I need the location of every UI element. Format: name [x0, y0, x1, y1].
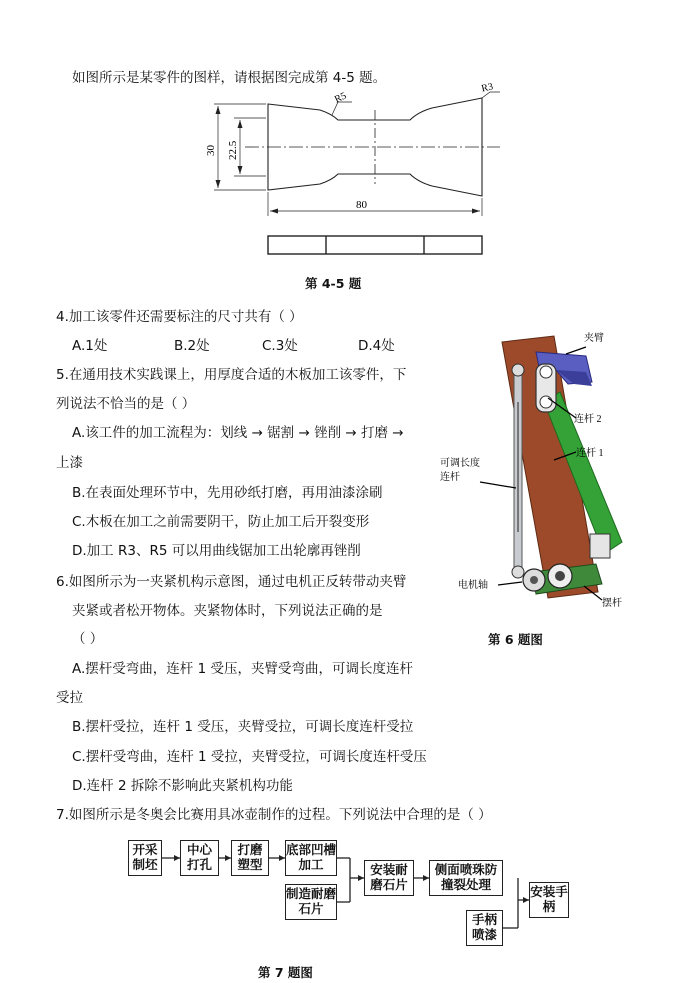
caption-7: 第 7 题图 — [258, 965, 313, 980]
flow-box-side-treatment: 侧面喷珠防撞裂处理 — [429, 860, 503, 896]
q6-stem-3: （ ） — [72, 631, 104, 647]
dim-80: 80 — [356, 199, 367, 211]
q5-option-b: B.在表面处理环节中，先用砂纸打磨，再用油漆涂刷 — [72, 485, 383, 501]
flow-box-polish-shape: 打磨塑型 — [231, 840, 269, 876]
q5-option-a-1: A.该工件的加工流程为：划线 → 锯割 → 锉削 → 打磨 → — [72, 425, 404, 441]
q4-stem: 4.加工该零件还需要标注的尺寸共有（ ） — [56, 309, 303, 325]
q4-option-d: D.4处 — [358, 338, 395, 354]
q6-stem-1: 6.如图所示为一夹紧机构示意图，通过电机正反转带动夹臂 — [56, 574, 407, 590]
dim-22-5: 22.5 — [227, 140, 239, 160]
q5-stem-2: 列说法不恰当的是（ ） — [56, 396, 196, 412]
label-motor-shaft: 电机轴 — [458, 580, 488, 591]
q7-stem: 7.如图所示是冬奥会比赛用具冰壶制作的过程。下列说法中合理的是（ ） — [56, 807, 492, 823]
q5-stem-1: 5.在通用技术实践课上，用厚度合适的木板加工该零件，下 — [56, 367, 407, 383]
caption-6: 第 6 题图 — [488, 632, 543, 647]
label-adjustable-1: 可调长度 — [440, 458, 480, 469]
caption-4-5: 第 4-5 题 — [305, 276, 362, 291]
q6-option-d: D.连杆 2 拆除不影响此夹紧机构功能 — [72, 778, 293, 794]
q4-option-b: B.2处 — [174, 338, 210, 354]
q5-option-a-2: 上漆 — [56, 455, 83, 471]
flow-box-install-stone: 安装耐磨石片 — [364, 860, 414, 896]
label-link-2: 连杆 2 — [574, 414, 602, 425]
q4-option-c: C.3处 — [262, 338, 298, 354]
flow-box-handle-paint: 手柄喷漆 — [466, 910, 503, 946]
dim-30: 30 — [205, 145, 217, 156]
q5-option-c: C.木板在加工之前需要阴干，防止加工后开裂变形 — [72, 514, 370, 530]
q6-option-a-2: 受拉 — [56, 690, 83, 706]
flow-box-install-handle: 安装手柄 — [529, 882, 569, 918]
flow-box-bottom-groove: 底部凹槽加工 — [285, 840, 337, 876]
q4-option-a: A.1处 — [72, 338, 108, 354]
r5-label: R5 — [332, 90, 349, 106]
label-link-1: 连杆 1 — [576, 448, 604, 459]
flow-box-center-hole: 中心打孔 — [180, 840, 219, 876]
flow-box-make-stone: 制造耐磨石片 — [285, 884, 337, 920]
q6-option-c: C.摆杆受弯曲，连杆 1 受拉，夹臂受拉，可调长度连杆受压 — [72, 749, 427, 765]
q6-stem-2: 夹紧或者松开物体。夹紧物体时，下列说法正确的是 — [72, 603, 383, 619]
r3-label: R3 — [480, 81, 495, 95]
intro-text: 如图所示是某零件的图样，请根据图完成第 4-5 题。 — [72, 70, 387, 86]
q6-option-b: B.摆杆受拉，连杆 1 受压，夹臂受拉，可调长度连杆受拉 — [72, 719, 414, 735]
q6-option-a-1: A.摆杆受弯曲，连杆 1 受压，夹臂受弯曲，可调长度连杆 — [72, 661, 413, 677]
flow-box-open-blank: 开采制坯 — [128, 840, 162, 876]
label-swing-lever: 摆杆 — [602, 598, 622, 609]
q5-option-d: D.加工 R3、R5 可以用曲线锯加工出轮廓再锉削 — [72, 543, 361, 559]
label-adjustable-2: 连杆 — [440, 472, 460, 483]
label-clamp-arm: 夹臂 — [584, 333, 604, 344]
